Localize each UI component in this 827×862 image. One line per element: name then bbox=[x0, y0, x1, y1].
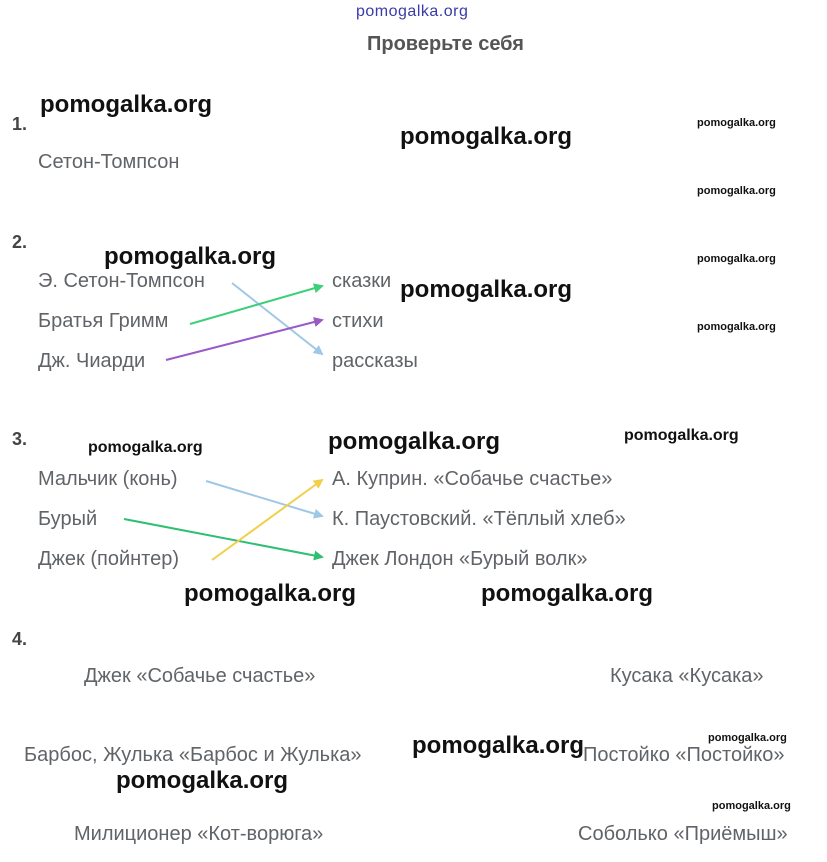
watermark: pomogalka.org bbox=[184, 580, 357, 607]
page-title: Проверьте себя bbox=[367, 33, 524, 55]
task2-right-item: стихи bbox=[332, 310, 384, 332]
task3-right-item: К. Паустовский. «Тёплый хлеб» bbox=[332, 508, 626, 530]
task3-arrow bbox=[206, 481, 322, 516]
watermark: pomogalka.org bbox=[481, 580, 654, 607]
watermark: pomogalka.org bbox=[116, 767, 289, 794]
task3-right-item: Джек Лондон «Бурый волк» bbox=[332, 548, 588, 570]
task3-right-item: А. Куприн. «Собачье счастье» bbox=[332, 468, 613, 490]
task-number: 3. bbox=[12, 429, 28, 449]
watermark: pomogalka.org bbox=[712, 800, 791, 812]
task3-arrow bbox=[212, 480, 322, 560]
task-number: 4. bbox=[12, 629, 28, 649]
watermark: pomogalka.org bbox=[412, 732, 585, 759]
task4-item: Соболько «Приёмыш» bbox=[578, 823, 788, 845]
task4-item: Постойко «Постойко» bbox=[583, 744, 785, 766]
task4-item: Милиционер «Кот-ворюга» bbox=[74, 823, 324, 845]
task4-item: Барбос, Жулька «Барбос и Жулька» bbox=[24, 744, 362, 766]
watermark: pomogalka.org bbox=[328, 428, 501, 455]
watermark: pomogalka.org bbox=[697, 185, 776, 197]
watermark: pomogalka.org bbox=[697, 117, 776, 129]
task3-left-item: Бурый bbox=[38, 508, 98, 530]
watermark: pomogalka.org bbox=[88, 439, 203, 456]
task2-right-item: сказки bbox=[332, 270, 392, 292]
watermark: pomogalka.org bbox=[697, 253, 776, 265]
task2-left-item: Братья Гримм bbox=[38, 310, 169, 332]
watermark: pomogalka.org bbox=[400, 123, 573, 150]
task4-item: Джек «Собачье счастье» bbox=[84, 665, 316, 687]
task2-arrow bbox=[166, 320, 322, 360]
task4-item: Кусака «Кусака» bbox=[610, 665, 764, 687]
watermark: pomogalka.org bbox=[708, 732, 787, 744]
watermark: pomogalka.org bbox=[104, 243, 277, 270]
task2-arrow bbox=[190, 286, 322, 324]
watermark: pomogalka.org bbox=[400, 276, 573, 303]
task2-left-item: Э. Сетон-Томпсон bbox=[38, 270, 205, 292]
task-number: 2. bbox=[12, 232, 28, 252]
task-number: 1. bbox=[12, 114, 28, 134]
task2-arrow bbox=[232, 283, 322, 354]
watermark: pomogalka.org bbox=[624, 427, 739, 444]
task1-answer: Сетон-Томпсон bbox=[38, 151, 180, 173]
site-link[interactable]: pomogalka.org bbox=[356, 3, 469, 20]
task3-left-item: Джек (пойнтер) bbox=[38, 548, 180, 570]
task2-left-item: Дж. Чиарди bbox=[38, 350, 146, 372]
watermark: pomogalka.org bbox=[697, 321, 776, 333]
task2-right-item: рассказы bbox=[332, 350, 418, 372]
watermark: pomogalka.org bbox=[40, 91, 213, 118]
task3-left-item: Мальчик (конь) bbox=[38, 468, 178, 490]
